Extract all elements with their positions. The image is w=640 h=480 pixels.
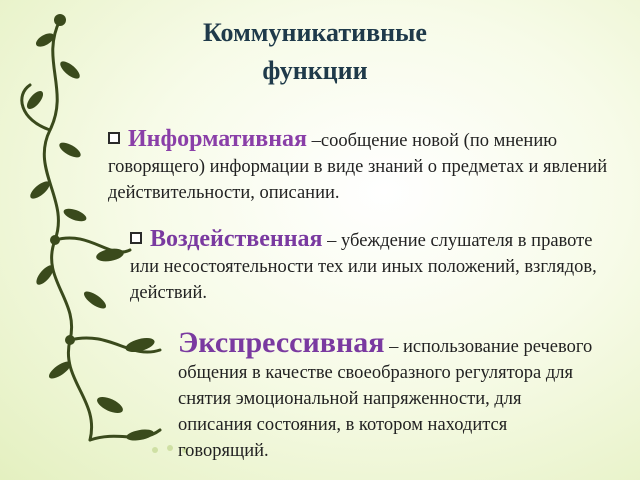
function-description: –сообщение новой (по мнению говорящего) информации в виде знаний о предметах и явлений действительности, описании. (108, 131, 608, 203)
function-item-expressive (178, 326, 598, 464)
function-term: Экспрессивная (178, 326, 385, 359)
function-description: – использование речевого общения в качестве своеобразного регулятора для снятия эмоциональной напряженности, для описания состояния, в котором находится говорящий. (178, 337, 593, 461)
function-term: Воздейственная (150, 226, 323, 252)
checkbox-bullet-icon (108, 132, 120, 144)
function-description: – убеждение слушателя в правоте или несостоятельности тех или иных положений, взглядов, действий. (130, 231, 597, 303)
function-term: Информативная (128, 126, 308, 152)
title-line-1: Коммуникативные (203, 18, 427, 47)
function-item-influencing (130, 226, 600, 306)
function-item-informative (108, 126, 608, 206)
slide-title (150, 14, 480, 90)
checkbox-bullet-icon (130, 232, 142, 244)
title-line-2: функции (262, 56, 368, 85)
